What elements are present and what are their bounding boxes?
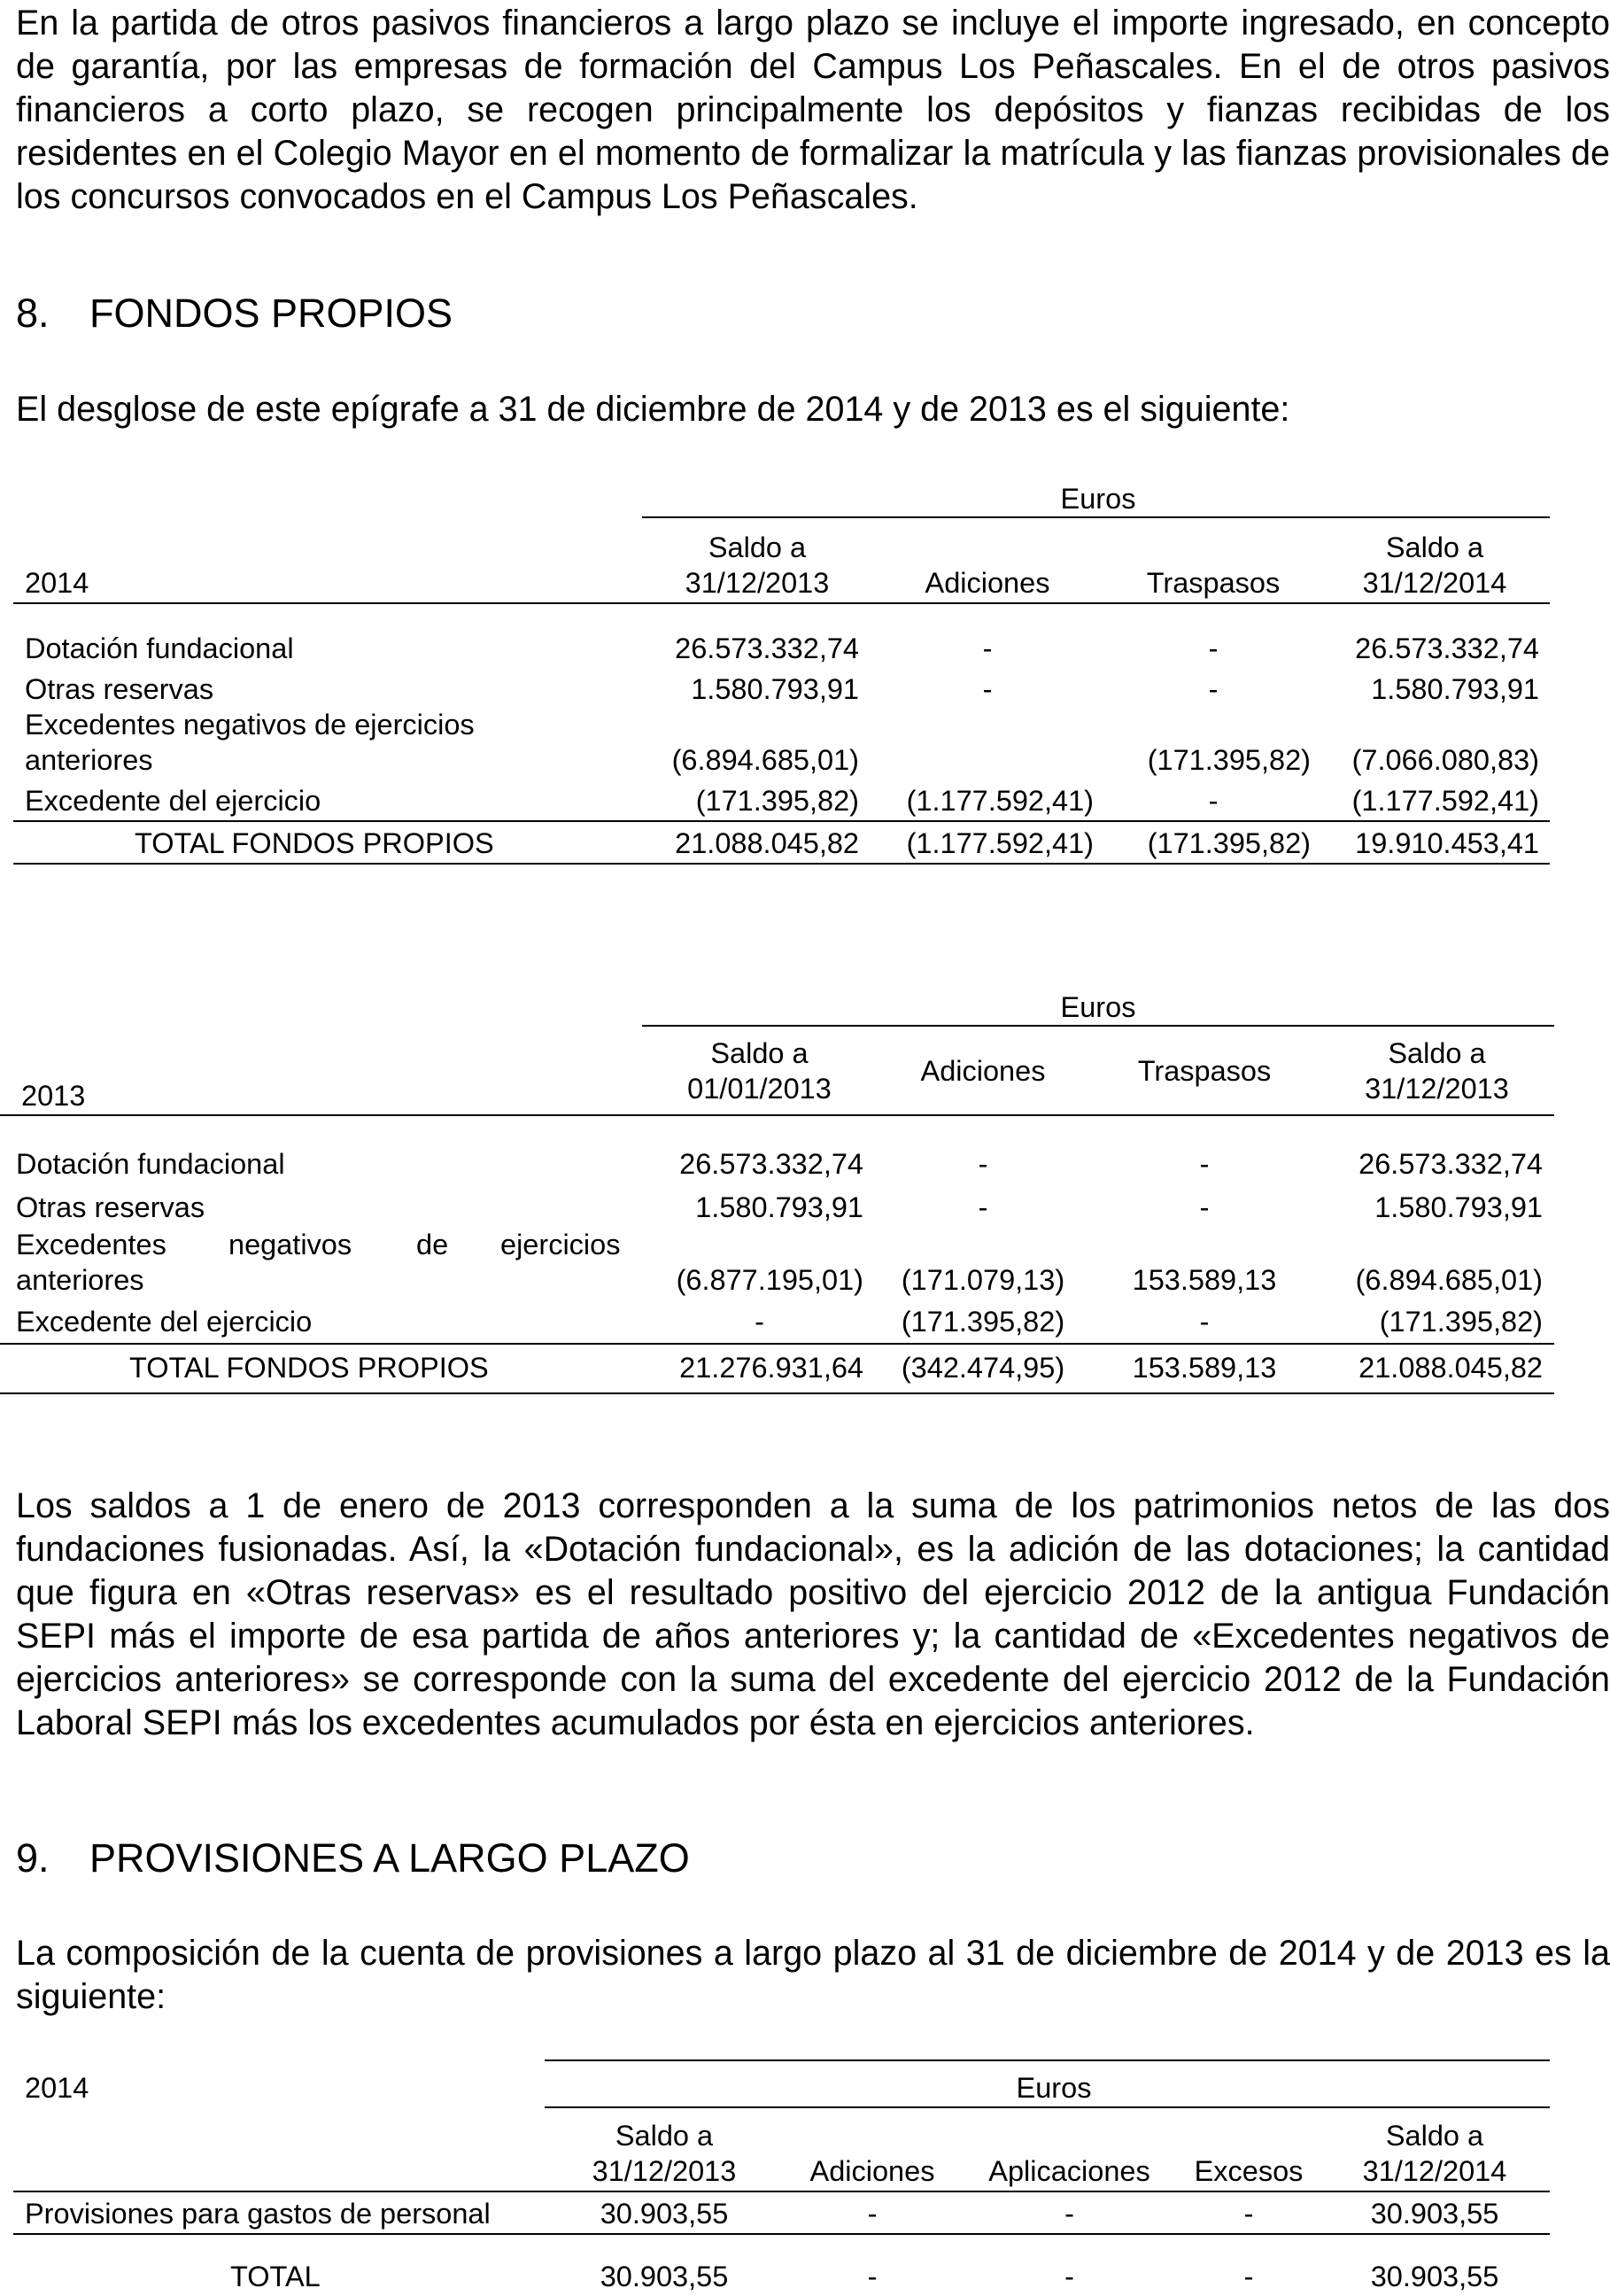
col-header: 31/12/2014 (1362, 567, 1507, 599)
total-value: 19.910.453,41 (1355, 827, 1539, 859)
cell-value: - (867, 2198, 878, 2230)
row-label: ejercicios (500, 1229, 621, 1260)
row-label: Dotación fundacional (16, 1148, 285, 1180)
cell-value: (171.395,82) (1147, 744, 1311, 776)
row-label: Otras reservas (25, 673, 214, 705)
row-label: Excedentes negativos de ejercicios (25, 709, 475, 741)
row-label: Excedente del ejercicio (25, 785, 321, 817)
cell-value: 1.580.793,91 (691, 673, 859, 705)
section-8-intro: El desglose de este epígrafe a 31 de diciembre de 2014 y de 2013 es el siguiente: (16, 390, 1290, 429)
section-number: 8. (16, 291, 50, 336)
total-value: 153.589,13 (1132, 1352, 1277, 1384)
cell-value: (171.395,82) (901, 1306, 1065, 1338)
col-header: Saldo a (1385, 531, 1484, 563)
cell-value: - (978, 1191, 988, 1223)
cell-value: (171.079,13) (901, 1264, 1065, 1296)
total-label: TOTAL (230, 2261, 321, 2292)
row-label: anteriores (16, 1264, 144, 1296)
col-header: 31/12/2013 (1365, 1073, 1509, 1105)
year-label: 2014 (25, 2072, 89, 2104)
row-label: anteriores (25, 744, 153, 776)
total-value: - (1243, 2261, 1254, 2292)
cell-value: 26.573.332,74 (1358, 1148, 1543, 1180)
cell-value: 30.903,55 (600, 2198, 729, 2230)
cell-value: 30.903,55 (1370, 2198, 1499, 2230)
col-header: Saldo a (1385, 2120, 1484, 2152)
row-label: Otras reservas (16, 1191, 205, 1223)
section-9-heading (16, 1835, 690, 1881)
cell-value: (6.894.685,01) (671, 744, 859, 776)
euros-header: Euros (1016, 2072, 1092, 2104)
cell-value: 26.573.332,74 (675, 632, 859, 664)
col-header: Aplicaciones (988, 2155, 1150, 2187)
cell-value: 1.580.793,91 (695, 1191, 863, 1223)
col-header: Adiciones (920, 1055, 1046, 1087)
total-value: (342.474,95) (901, 1352, 1065, 1384)
cell-value: (6.877.195,01) (676, 1264, 863, 1296)
total-value: (1.177.592,41) (906, 827, 1094, 859)
col-header: Adiciones (925, 567, 1050, 599)
intro-paragraph: En la partida de otros pasivos financieros a largo plazo se incluye el importe ingresado, en concepto de garantía, por las empresas de formación del Campus Los Peñascales. En el de otros pasivos financieros a corto plazo, se recogen principalmente los depósitos y fianzas recibidas de los residentes en el Colegio Mayor en el momento de formalizar la matrícula y las fianzas provisionales de los concursos convocados en el Campus Los Peñascales. (16, 4, 1610, 216)
cell-value: - (982, 632, 993, 664)
row-label: de (416, 1229, 449, 1260)
cell-value: - (1199, 1306, 1210, 1338)
cell-value: 1.580.793,91 (1371, 673, 1539, 705)
cell-value: - (1208, 673, 1219, 705)
total-value: - (867, 2261, 878, 2292)
col-header: Saldo a (615, 2120, 714, 2152)
col-header: Saldo a (708, 531, 807, 563)
section-title: PROVISIONES A LARGO PLAZO (89, 1835, 690, 1881)
cell-value: 1.580.793,91 (1374, 1191, 1543, 1223)
col-header: 31/12/2013 (685, 567, 830, 599)
total-value: 21.088.045,82 (1358, 1352, 1543, 1384)
cell-value: - (1199, 1191, 1210, 1223)
total-value: (171.395,82) (1147, 827, 1311, 859)
col-header: Saldo a (1388, 1037, 1486, 1069)
cell-value: - (1243, 2198, 1254, 2230)
section-title: FONDOS PROPIOS (89, 291, 453, 336)
col-header: Traspasos (1137, 1055, 1272, 1087)
year-label: 2014 (25, 567, 89, 599)
section-9-intro: La composición de la cuenta de provisiones a largo plazo al 31 de diciembre de 2014 y de 2013 es la siguiente: (16, 1934, 1610, 2016)
cell-value: - (1199, 1148, 1210, 1180)
total-label: TOTAL FONDOS PROPIOS (135, 827, 494, 859)
cell-value: - (755, 1306, 764, 1338)
total-value: 21.088.045,82 (675, 827, 859, 859)
col-header: 01/01/2013 (687, 1073, 832, 1105)
year-label: 2013 (21, 1080, 86, 1112)
cell-value: (6.894.685,01) (1355, 1264, 1543, 1296)
euros-header: Euros (1060, 483, 1136, 515)
row-label: Dotación fundacional (25, 632, 294, 664)
cell-value: - (982, 673, 993, 705)
total-value: 30.903,55 (600, 2261, 729, 2292)
total-value: 21.276.931,64 (679, 1352, 863, 1384)
col-header: Traspasos (1146, 567, 1281, 599)
total-value: 30.903,55 (1370, 2261, 1499, 2292)
row-label: Excedentes (16, 1229, 166, 1260)
cell-value: 26.573.332,74 (1355, 632, 1539, 664)
cell-value: 153.589,13 (1132, 1264, 1277, 1296)
col-header: Excesos (1194, 2155, 1304, 2187)
col-header: Saldo a (710, 1037, 809, 1069)
row-label: Provisiones para gastos de personal (25, 2198, 491, 2230)
col-header: Adiciones (809, 2155, 935, 2187)
section-8-heading (16, 291, 453, 337)
cell-value: 26.573.332,74 (679, 1148, 863, 1180)
cell-value: - (1064, 2198, 1074, 2230)
section-number: 9. (16, 1835, 50, 1881)
col-header: 31/12/2013 (592, 2155, 737, 2187)
closing-paragraph: Los saldos a 1 de enero de 2013 corresponden a la suma de los patrimonios netos de las dos fundaciones fusionadas. Así, la «Dotación fundacional», es la adición de las dotaciones; la cantidad que figura en «Otras reservas» es el resultado positivo del ejercicio 2012 de la antigua Fundación SEPI más el importe de esa partida de años anteriores y; la cantidad de «Excedentes negativos de ejercicios anteriores» se corresponde con la suma del excedente del ejercicio 2012 de la Fundación Laboral SEPI más los excedentes acumulados por ésta en ejercicios anteriores. (16, 1486, 1610, 1742)
cell-value: (171.395,82) (1379, 1306, 1543, 1338)
cell-value: (1.177.592,41) (1351, 785, 1539, 817)
total-label: TOTAL FONDOS PROPIOS (129, 1352, 489, 1384)
row-label: negativos (228, 1229, 352, 1260)
cell-value: - (1208, 785, 1219, 817)
cell-value: - (1208, 632, 1219, 664)
cell-value: (1.177.592,41) (906, 785, 1094, 817)
cell-value: (171.395,82) (695, 785, 859, 817)
cell-value: - (978, 1148, 988, 1180)
col-header: 31/12/2014 (1362, 2155, 1507, 2187)
euros-header: Euros (1060, 991, 1136, 1023)
row-label: Excedente del ejercicio (16, 1306, 313, 1338)
cell-value: (7.066.080,83) (1351, 744, 1539, 776)
total-value: - (1064, 2261, 1074, 2292)
